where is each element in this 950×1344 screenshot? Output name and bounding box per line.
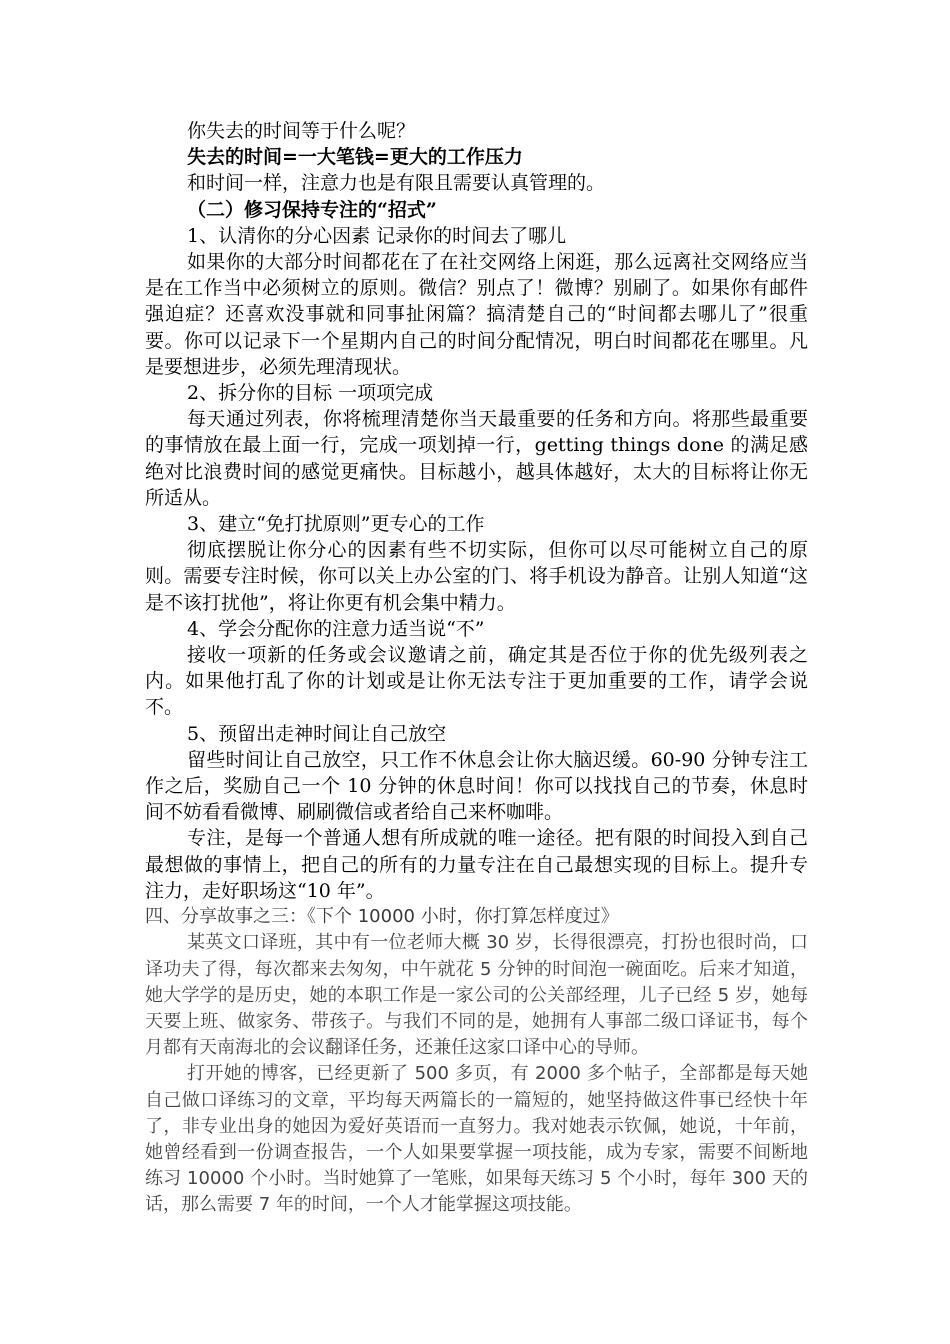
subheading-2: 2、拆分你的目标 一项项完成	[187, 382, 434, 405]
subheading-1: 1、认清你的分心因素 记录你的时间去了哪儿	[187, 224, 567, 247]
paragraph: 和时间一样，注意力也是有限且需要认真管理的。	[187, 172, 606, 195]
paragraph: 接收一项新的任务或会议邀请之前，确定其是否位于你的优先级列表之内。如果他打乱了你的计划或是让你无法专注于更加重要的工作，请学会说不。	[145, 644, 808, 719]
story-heading: 四、分享故事之三：《下个 10000 小时，你打算怎样度过》	[145, 906, 619, 928]
story-paragraph: 某英文口译班，其中有一位老师大概 30 岁，长得很漂亮，打扮也很时尚，口译功夫了得，每次都来去匆匆，中午就花 5 分钟的时间泡一碗面吃。后来才知道，她大学学的是历史，她的本职工作是一家公司的公关部经理，儿子已经 5 岁，她每天要上班、做家务、带孩子。与我们不同的是，她拥有人事部二级口译证书，每个月都有天南海北的会议翻译任务，还兼任这家口译中心的导师。	[145, 932, 808, 1059]
story-paragraph: 打开她的博客，已经更新了 500 多页，有 2000 多个帖子，全部都是每天她自己做口译练习的文章，平均每天两篇长的一篇短的，她坚持做这件事已经快十年了，非专业出身的她因为爱好英语而一直努力。我对她表示钦佩，她说，十年前，她曾经看到一份调查报告，一个人如果要掌握一项技能，成为专家，需要不间断地练习 10000 个小时。当时她算了一笔账，如果每天练习 5 个小时，每年 300 天的话，那么需要 7 年的时间，一个人才能掌握这项技能。	[145, 1063, 808, 1216]
paragraph: 彻底摆脱让你分心的因素有些不切实际，但你可以尽可能树立自己的原则。需要专注时候，你可以关上办公室的门、将手机设为静音。让别人知道“这是不该打扰他”，将让你更有机会集中精力。	[145, 539, 808, 614]
paragraph: 每天通过列表，你将梳理清楚你当天最重要的任务和方向。将那些最重要的事情放在最上面一行，完成一项划掉一行，getting things done 的满足感绝对比浪费时间的感觉更痛快。目标越小，越具体越好，太大的目标将让你无所适从。	[145, 408, 808, 509]
document-page	[145, 118, 808, 1219]
section-heading: （二）修习保持专注的“招式”	[187, 198, 437, 221]
subheading-5: 5、预留出走神时间让自己放空	[187, 722, 447, 745]
subheading-3: 3、建立“免打扰原则”更专心的工作	[187, 513, 485, 536]
subheading-4: 4、学会分配你的注意力适当说“不”	[187, 617, 485, 640]
paragraph: 你失去的时间等于什么呢？	[187, 120, 416, 142]
paragraph-bold-formula: 失去的时间=一大笔钱=更大的工作压力	[187, 146, 523, 169]
paragraph: 如果你的大部分时间都花在了在社交网络上闲逛，那么远离社交网络应当是在工作当中必须树立的原则。微信？别点了！微博？别刷了。如果你有邮件强迫症？还喜欢没事就和同事扯闲篇？搞清楚自己的“时间都去哪儿了”很重要。你可以记录下一个星期内自己的时间分配情况，明白时间都花在哪里。凡是要想进步，必须先理清现状。	[145, 251, 808, 378]
paragraph-conclusion: 专注，是每一个普通人想有所成就的唯一途径。把有限的时间投入到自己最想做的事情上，把自己的所有的力量专注在自己最想实现的目标上。提升专注力，走好职场这“10 年”。	[145, 827, 808, 902]
paragraph: 留些时间让自己放空，只工作不休息会让你大脑迟缓。60-90 分钟专注工作之后，奖励自己一个 10 分钟的休息时间！你可以找找自己的节奏，休息时间不妨看看微博、刷刷微信或者给自己来杯咖啡。	[145, 748, 808, 824]
